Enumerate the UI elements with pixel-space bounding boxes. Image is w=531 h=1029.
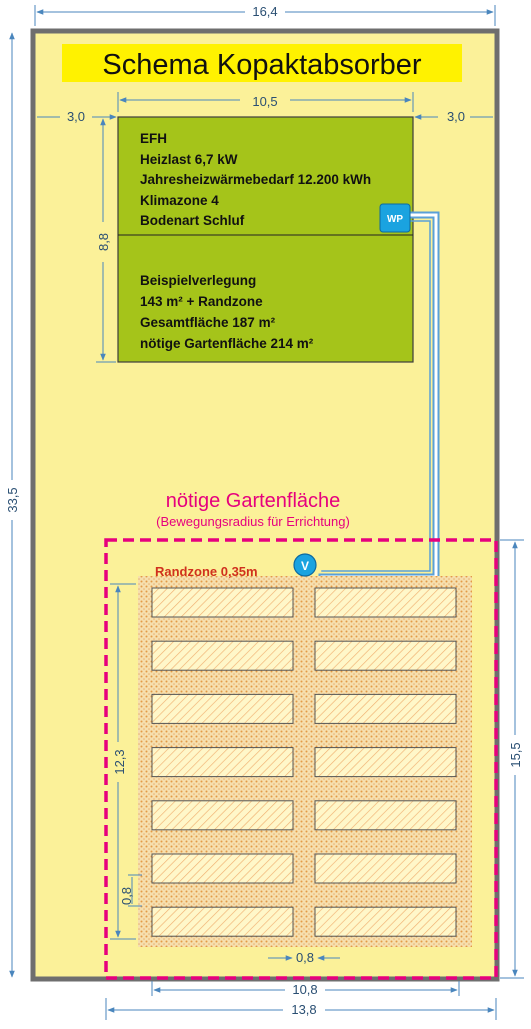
absorber-element [152, 801, 293, 830]
absorber-element [315, 694, 456, 723]
absorber-element [315, 854, 456, 883]
absorber-element [152, 694, 293, 723]
dimension-garden-width [106, 998, 496, 1020]
absorber-element [152, 588, 293, 617]
house-height-label: 8,8 [96, 232, 111, 252]
absorber-element [152, 907, 293, 936]
house-line-example-layout: Beispielverlegung [140, 273, 257, 288]
garden-area-label: nötige Gartenfläche [165, 490, 341, 512]
column-spacing-label: 0,8 [295, 950, 315, 965]
absorber-element [152, 748, 293, 777]
house-line-total-area: Gesamtfläche 187 m² [140, 315, 276, 330]
dimension-field-width [152, 981, 459, 997]
house [118, 117, 413, 362]
total-height-label: 33,5 [5, 487, 20, 513]
garden-area-sublabel: (Bewegungsradius für Errichtung) [156, 514, 350, 529]
field-height-label: 12,3 [112, 749, 127, 775]
dimension-total-height [5, 33, 20, 977]
absorber-element [315, 907, 456, 936]
heat-pump-label: WP [386, 214, 404, 225]
row-spacing-label: 0,8 [119, 886, 134, 906]
field-width-label: 10,8 [292, 982, 318, 997]
garden-height-label: 15,5 [508, 742, 523, 768]
heat-pump-icon [380, 204, 410, 232]
absorber-element [315, 641, 456, 670]
page-title: Schema Kopaktabsorber [102, 49, 422, 81]
house-line-type: EFH [140, 131, 167, 146]
absorber-element [152, 641, 293, 670]
valve-icon [294, 554, 316, 576]
edge-zone-label: Randzone 0,35m [155, 564, 258, 579]
left-margin-label: 3,0 [66, 109, 86, 124]
house-line-soil-type: Bodenart Schluf [140, 213, 245, 228]
absorber-element [315, 588, 456, 617]
right-margin-label: 3,0 [446, 109, 466, 124]
valve-label: V [300, 559, 310, 573]
house-line-climate-zone: Klimazone 4 [140, 193, 219, 208]
dimension-garden-height [500, 540, 524, 978]
house-line-area-plus-edge: 143 m² + Randzone [140, 294, 263, 309]
garden-width-label: 13,8 [291, 1002, 317, 1017]
house-line-annual-demand: Jahresheizwärmebedarf 12.200 kWh [140, 172, 372, 187]
total-width-label: 16,4 [252, 4, 278, 19]
absorber-element [152, 854, 293, 883]
absorber-element [315, 748, 456, 777]
absorber-element [315, 801, 456, 830]
house-width-label: 10,5 [252, 94, 278, 109]
house-line-garden-area: nötige Gartenfläche 214 m² [140, 336, 314, 351]
house-line-heating-load: Heizlast 6,7 kW [140, 152, 238, 167]
dimension-total-width [35, 4, 495, 26]
